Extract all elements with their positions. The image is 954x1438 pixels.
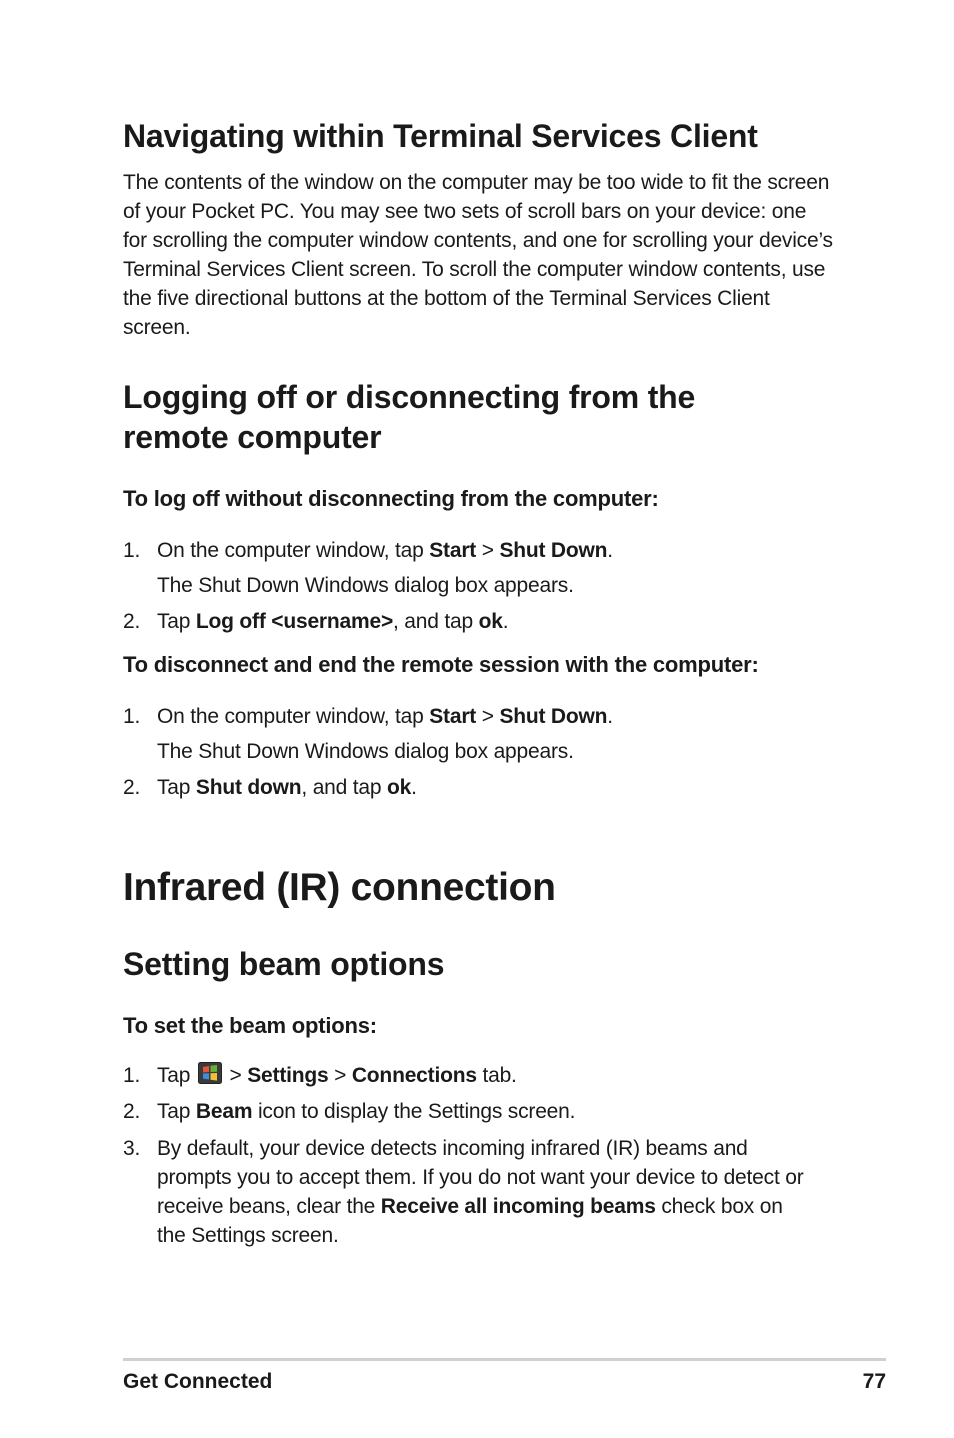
chapter-heading-infrared: Infrared (IR) connection <box>123 866 556 909</box>
step-text-line: prompts you to accept them. If you do not want your device to detect or <box>157 1166 804 1189</box>
ok-label: ok <box>387 776 412 799</box>
section-heading-logging-off: Logging off or disconnecting from the remote computer <box>123 379 696 455</box>
step-text-end: . <box>607 705 613 728</box>
ok-label: ok <box>478 610 503 633</box>
shut-down-label: Shut Down <box>499 539 608 562</box>
windows-start-icon <box>198 1062 222 1084</box>
separator: > <box>223 1064 248 1087</box>
section-heading-beam-options: Setting beam options <box>123 946 445 982</box>
step-text-mid: , and tap <box>301 776 387 799</box>
step-number: 2. <box>123 610 141 633</box>
step-number: 1. <box>123 539 141 562</box>
shut-down-label: Shut Down <box>499 705 608 728</box>
step-text-end: check box on <box>655 1195 783 1218</box>
start-menu-label: Start <box>429 705 477 728</box>
navigating-paragraph: The contents of the window on the computer may be too wide to fit the screen of your Pocket PC. You may see two sets of scroll bars on your device: one for scrolling the computer window contents, and one for scrolling your device’s Terminal Services Client screen. To scroll the computer window contents, use the five directional buttons at the bottom of the Terminal Services Client screen. <box>123 171 833 339</box>
step-note: The Shut Down Windows dialog box appears. <box>157 574 574 597</box>
footer-divider <box>123 1358 886 1361</box>
log-off-option-label: Log off <username> <box>195 610 394 633</box>
list-item <box>123 773 843 802</box>
footer-section-name: Get Connected <box>123 1370 273 1393</box>
step-text-end: . <box>607 539 613 562</box>
procedure-title-beam: To set the beam options: <box>123 1013 377 1038</box>
beam-label: Beam <box>195 1100 253 1123</box>
step-text-line: the Settings screen. <box>157 1224 339 1247</box>
section-heading-navigating: Navigating within Terminal Services Client <box>123 118 758 154</box>
separator: > <box>476 539 500 562</box>
list-item <box>123 607 843 636</box>
step-number: 2. <box>123 776 141 799</box>
step-text: receive beans, clear the <box>157 1195 381 1218</box>
step-number: 1. <box>123 705 141 728</box>
receive-all-beams-label: Receive all incoming beams <box>380 1195 656 1218</box>
step-text: On the computer window, tap <box>157 705 430 728</box>
list-item <box>123 1134 863 1250</box>
separator: > <box>476 705 500 728</box>
step-number: 3. <box>123 1137 141 1160</box>
step-text-end: icon to display the Settings screen. <box>252 1100 576 1123</box>
step-text: Tap <box>157 776 196 799</box>
shut-down-option-label: Shut down <box>195 776 302 799</box>
step-text-mid: , and tap <box>393 610 479 633</box>
separator: > <box>328 1064 352 1087</box>
step-text-line: By default, your device detects incoming infrared (IR) beams and <box>157 1137 748 1160</box>
step-text: Tap <box>157 610 196 633</box>
connections-label: Connections <box>351 1064 477 1087</box>
step-note: The Shut Down Windows dialog box appears. <box>157 740 574 763</box>
start-menu-label: Start <box>429 539 477 562</box>
settings-label: Settings <box>247 1064 329 1087</box>
step-number: 2. <box>123 1100 141 1123</box>
page-number: 77 <box>862 1370 886 1393</box>
step-text-end: . <box>502 610 509 633</box>
list-item <box>123 536 843 565</box>
list-item <box>123 702 843 731</box>
procedure-title-disconnect: To disconnect and end the remote session with the computer: <box>123 652 759 677</box>
list-item <box>123 1097 843 1126</box>
step-text-end: tab. <box>476 1064 517 1087</box>
list-item <box>123 1061 843 1090</box>
step-number: 1. <box>123 1064 141 1087</box>
procedure-title-log-off: To log off without disconnecting from the computer: <box>123 486 659 511</box>
step-text-end: . <box>411 776 417 799</box>
step-text: Tap <box>157 1064 196 1087</box>
step-text: Tap <box>157 1100 196 1123</box>
step-text: On the computer window, tap <box>157 539 430 562</box>
